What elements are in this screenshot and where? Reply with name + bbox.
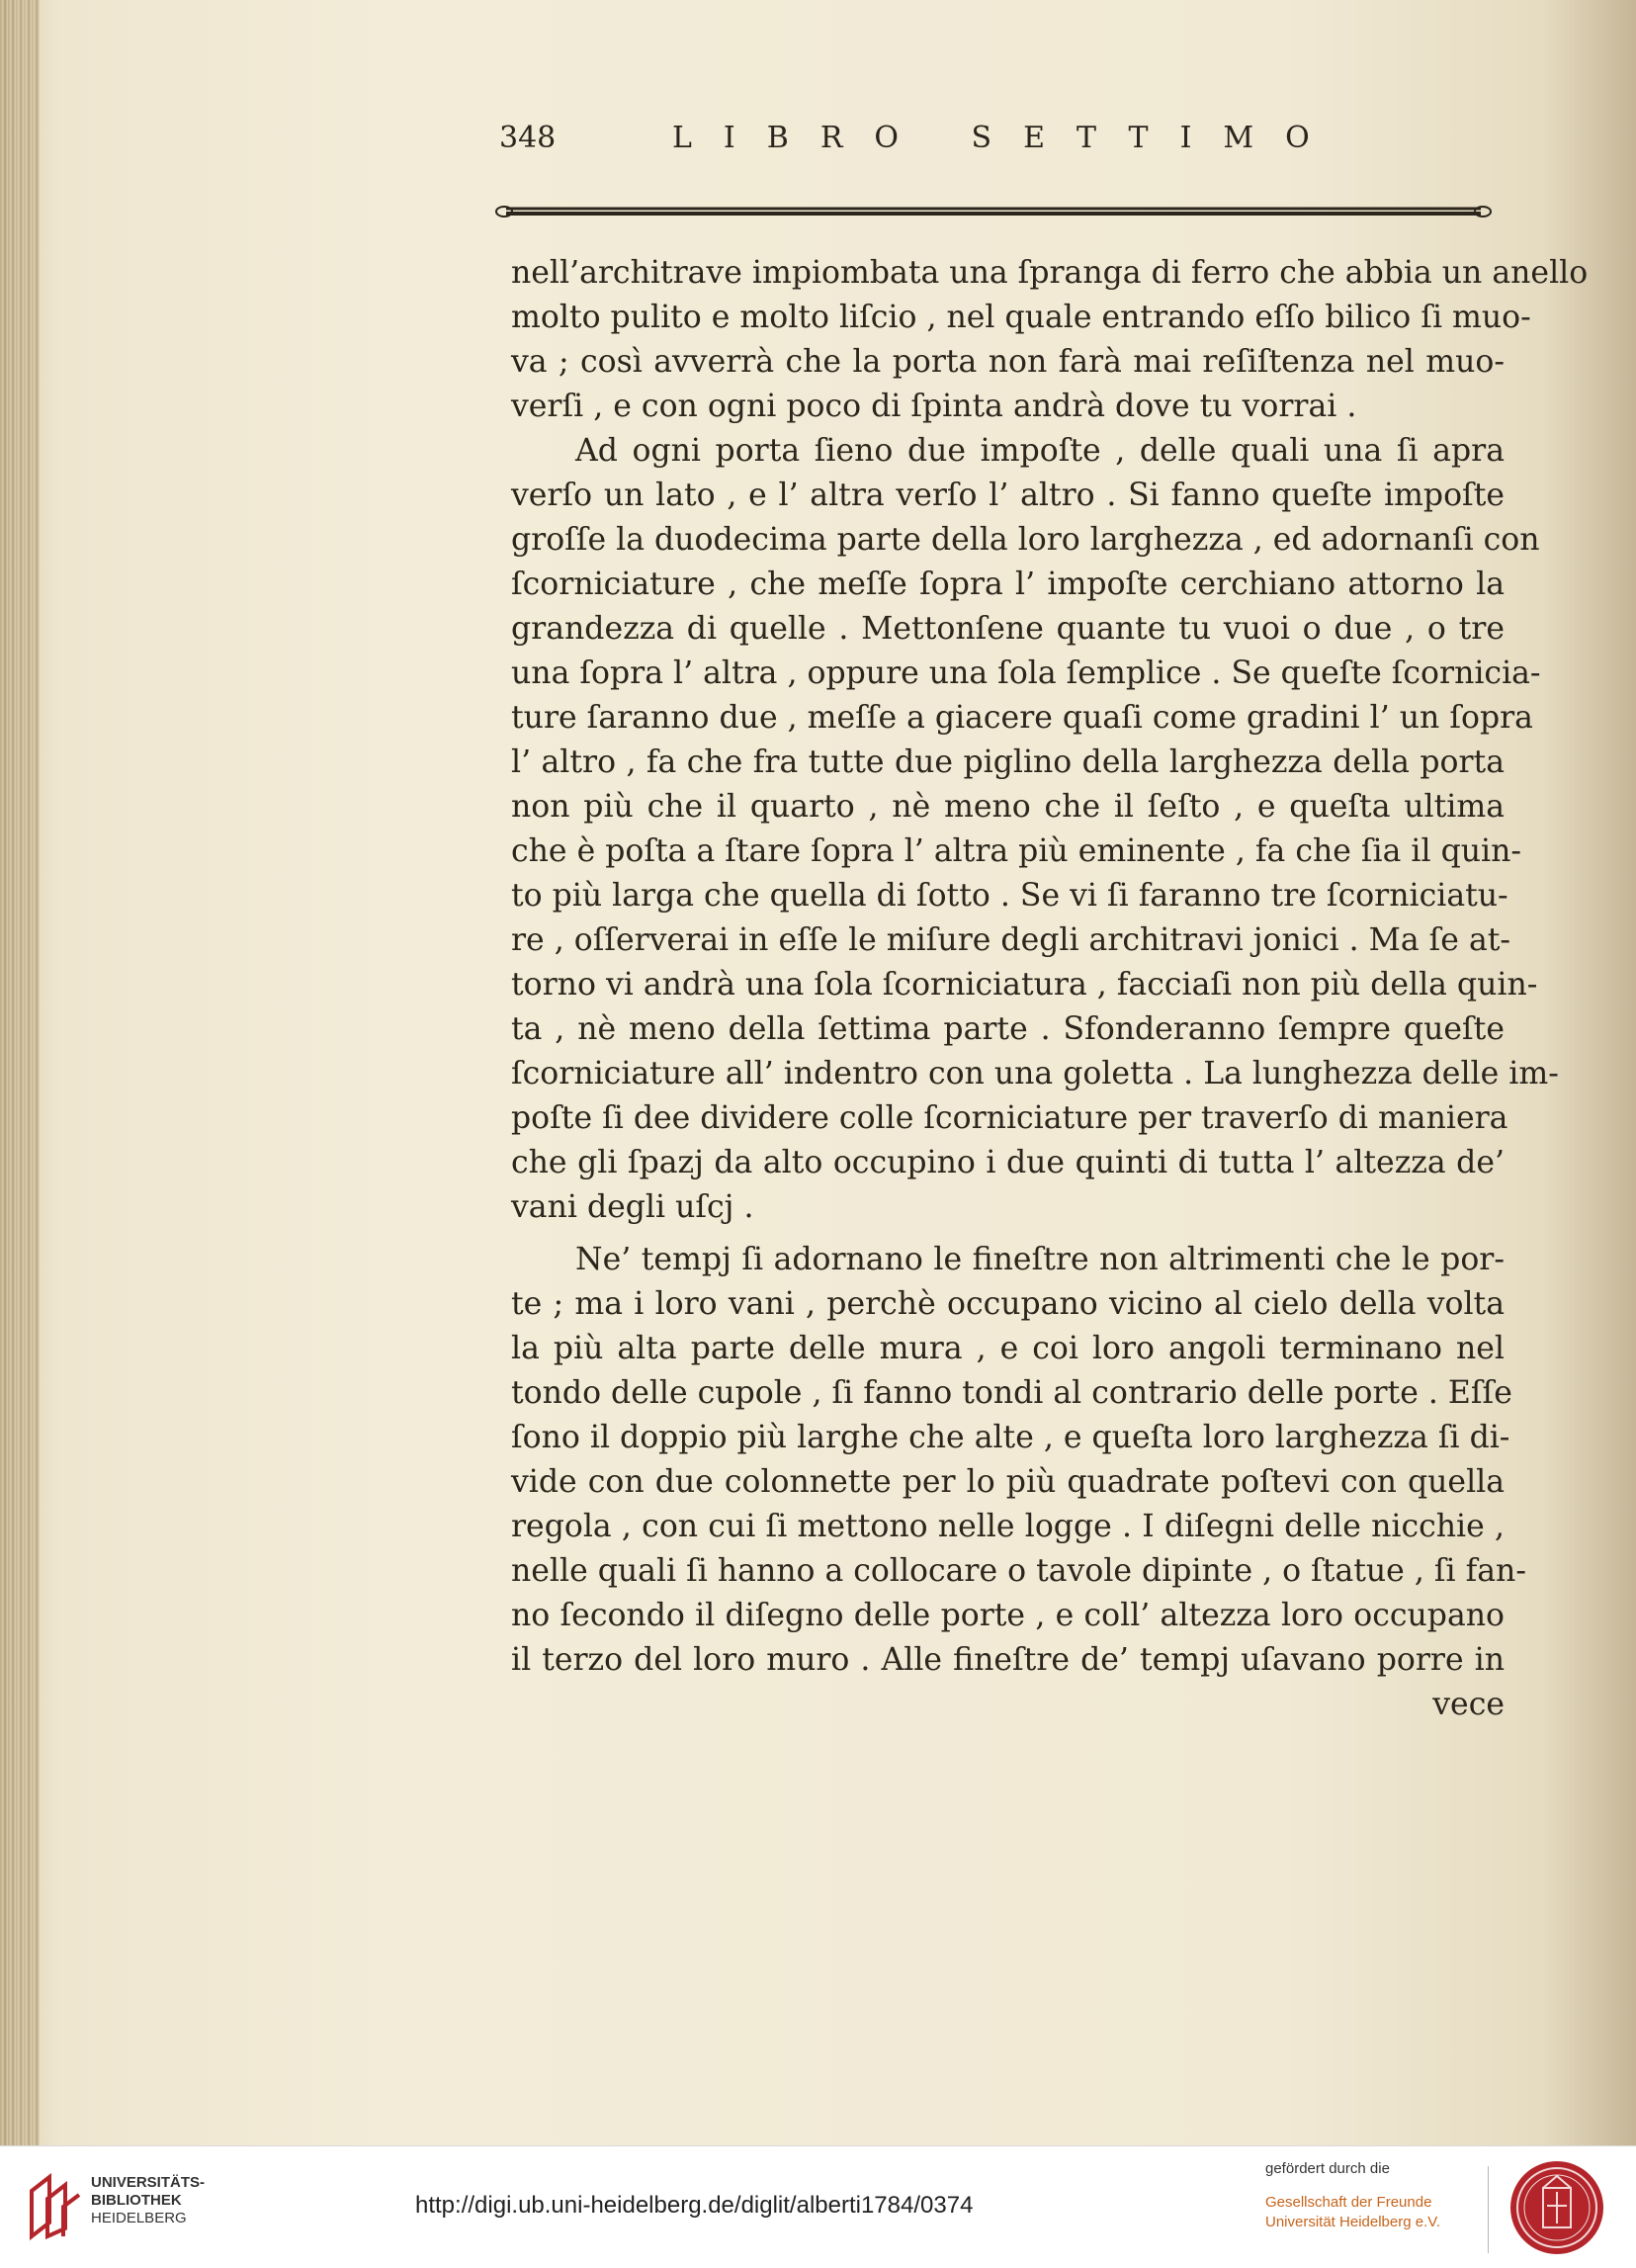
text-line: ſcorniciature all’ indentro con una goletta . La lunghezza delle im- <box>511 1056 1559 1091</box>
text-line: verſi , e con ogni poco di ſpinta andrà dove tu vorrai . <box>511 389 1357 424</box>
running-head: LIBRO SETTIMO <box>672 121 1341 155</box>
sponsor-org[interactable] <box>1265 2193 1483 2232</box>
text-line: ſcorniciature , che meſſe ſopra l’ impoſte cerchiano attorno la <box>511 567 1505 602</box>
ornamental-rule <box>494 203 1493 220</box>
text-line: molto pulito e molto liſcio , nel quale entrando eſſo bilico ſi muo- <box>511 300 1531 335</box>
text-line: che gli ſpazj da alto occupino i due quinti di tutta l’ altezza de’ <box>511 1145 1505 1180</box>
sponsor-org-line: Gesellschaft der Freunde <box>1265 2194 1432 2211</box>
text-line: poſte ſi dee dividere colle ſcorniciature per traverſo di maniera <box>511 1100 1508 1136</box>
text-line: re , oſſerverai in eſſe le miſure degli architravi jonici . Ma ſe at- <box>511 922 1511 958</box>
text-line: to più larga che quella di ſotto . Se vi ſi faranno tre ſcorniciatu- <box>511 878 1508 914</box>
library-name-line: BIBLIOTHEK <box>91 2192 182 2209</box>
text-line: la più alta parte delle mura , e coi loro angoli terminano nel <box>511 1331 1505 1366</box>
text-line: che è poſta a ſtare ſopra l’ altra più eminente , fa che ſia il quin- <box>511 833 1522 869</box>
text-line: vani degli uſcj . <box>511 1189 754 1225</box>
footer-divider <box>1488 2166 1489 2253</box>
text-line: l’ altro , fa che fra tutte due piglino della larghezza della porta <box>511 744 1505 780</box>
text-line: groſſe la duodecima parte della loro larghezza , ed adornanſi con <box>511 522 1540 558</box>
text-line: Ne’ tempj ſi adornano le fineſtre non altrimenti che le por- <box>575 1242 1505 1277</box>
text-line: vide con due colonnette per lo più quadrate poſtevi con quella <box>511 1464 1505 1500</box>
text-line: non più che il quarto , nè meno che il ſeſto , e queſta ultima <box>511 789 1505 825</box>
text-line: no ſecondo il diſegno delle porte , e coll’ altezza loro occupano <box>511 1598 1505 1633</box>
catchword: vece <box>1432 1687 1505 1722</box>
text-line: regola , con cui ſi mettono nelle logge . I diſegni delle nicchie , <box>511 1509 1505 1544</box>
page-number: 348 <box>499 121 557 155</box>
text-line: grandezza di quelle . Mettonſene quante tu vuoi o due , o tre <box>511 611 1505 647</box>
text-line: ta , nè meno della ſettima parte . Sfonderanno ſempre queſte <box>511 1011 1505 1047</box>
library-name[interactable] <box>91 2174 205 2227</box>
text-line: una ſopra l’ altra , oppure una ſola ſemplice . Se queſte ſcornicia- <box>511 655 1541 691</box>
text-line: ture ſaranno due , meſſe a giacere quaſi come gradini l’ un ſopra <box>511 700 1533 736</box>
text-line: verſo un lato , e l’ altra verſo l’ altro . Si fanno queſte impoſte <box>511 478 1505 513</box>
text-line: te ; ma i loro vani , perchè occupano vicino al cielo della volta <box>511 1286 1505 1322</box>
university-seal-icon <box>1507 2158 1606 2257</box>
sponsor-org-line: Universität Heidelberg e.V. <box>1265 2214 1441 2230</box>
library-name-line: HEIDELBERG <box>91 2210 187 2226</box>
text-line: nelle quali ſi hanno a collocare o tavole dipinte , o ſtatue , ſi fan- <box>511 1553 1526 1589</box>
text-line: va ; così avverrà che la porta non farà mai reſiſtenza nel muo- <box>511 344 1505 380</box>
text-line: nell’architrave impiombata una ſpranga di ferro che abbia un anello <box>511 255 1589 291</box>
library-name-line: UNIVERSITÄTS- <box>91 2174 206 2191</box>
page-header <box>499 121 1507 170</box>
text-line: ſono il doppio più larghe che alte , e queſta loro larghezza ſi di- <box>511 1420 1510 1455</box>
text-line: Ad ogni porta ſieno due impoſte , delle quali una ſi apra <box>575 433 1505 469</box>
permalink-url[interactable]: http://digi.ub.uni-heidelberg.de/diglit/alberti1784/0374 <box>415 2192 974 2219</box>
sponsor-block <box>1265 2160 1483 2232</box>
footer-bar <box>0 2145 1636 2268</box>
sponsor-label: gefördert durch die <box>1265 2160 1390 2177</box>
library-logo-icon[interactable] <box>18 2171 89 2242</box>
book-gutter <box>0 0 40 2145</box>
text-line: torno vi andrà una ſola ſcorniciatura , facciaſi non più della quin- <box>511 967 1538 1003</box>
body-text <box>511 251 1589 1727</box>
text-line: il terzo del loro muro . Alle fineſtre de’ tempj uſavano porre in <box>511 1642 1505 1678</box>
text-line: tondo delle cupole , ſi fanno tondi al contrario delle porte . Eſſe <box>511 1375 1512 1411</box>
